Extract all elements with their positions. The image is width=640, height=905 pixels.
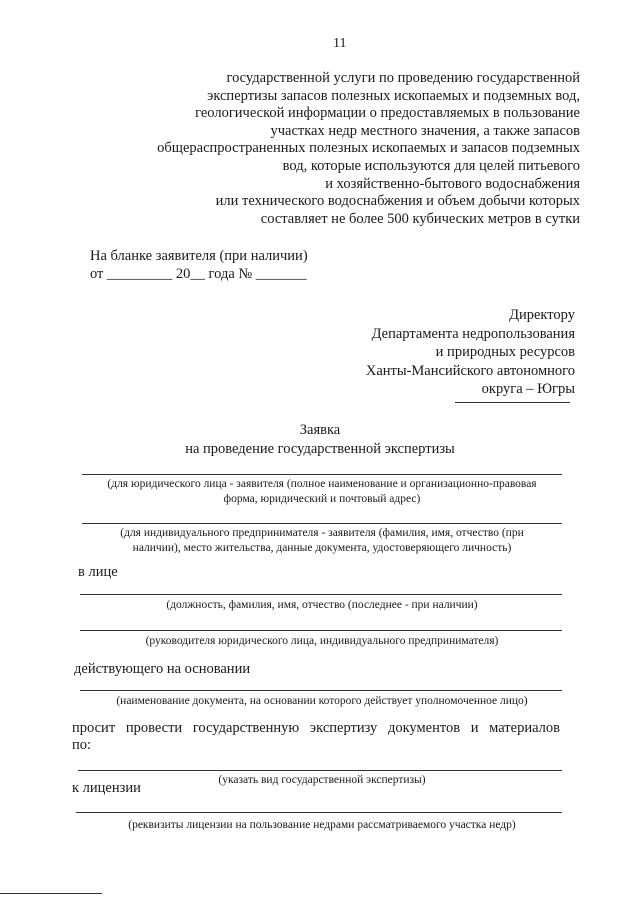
- form-title: Заявка: [299, 422, 341, 438]
- head-note: (руководителя юридического лица, индивидуального предпринимателя): [145, 635, 499, 647]
- legal-entity-note: (для юридического лица - заявителя (полное наименование и организационно-правовая: [107, 478, 537, 490]
- request-word: государственную: [192, 720, 300, 736]
- head-field-line: [80, 630, 562, 631]
- heading-line: участках недр местного значения, а также запасов: [270, 122, 580, 139]
- entrepreneur-note-cont: наличии), место жительства, данные документа, удостоверяющего личность): [132, 542, 512, 554]
- document-note: (наименование документа, на основании которого действует уполномоченное лицо): [116, 695, 528, 707]
- license-label: к лицензии: [72, 780, 141, 796]
- expertise-field-line: [78, 770, 562, 771]
- addressee-line: и природных ресурсов: [435, 344, 575, 360]
- acting-basis-label: действующего на основании: [74, 661, 251, 677]
- request-word: материалов: [489, 720, 560, 736]
- request-line-cont: по:: [72, 737, 92, 753]
- footnote-separator: [0, 893, 102, 894]
- regulation-heading: [130, 70, 580, 228]
- document-field-line: [80, 690, 562, 691]
- heading-line: составляет не более 500 кубических метров в сутки: [260, 210, 580, 227]
- request-word: провести: [125, 720, 183, 736]
- license-note: (реквизиты лицензии на пользование недрами рассматриваемого участка недр): [128, 819, 516, 831]
- request-word: и: [470, 720, 479, 736]
- request-line: [72, 720, 560, 737]
- request-word: просит: [72, 720, 116, 736]
- heading-line: вод, которые используются для целей питьевого: [282, 157, 580, 174]
- letterhead-note: На бланке заявителя (при наличии): [90, 248, 308, 264]
- heading-line: геологической информации о предоставляемых в пользование: [195, 105, 580, 122]
- heading-line: или технического водоснабжения и объем добычи которых: [215, 193, 580, 210]
- addressee-line: Директору: [509, 307, 575, 323]
- date-number-line: от _________ 20__ года № _______: [90, 266, 307, 282]
- request-word: экспертизу: [309, 720, 378, 736]
- addressee-line: округа – Югры: [481, 381, 575, 397]
- page-number: 11: [333, 36, 347, 51]
- position-field-line: [80, 594, 562, 595]
- entrepreneur-field-line: [82, 523, 562, 524]
- heading-line: государственной услуги по проведению государственной: [226, 70, 580, 86]
- position-note: (должность, фамилия, имя, отчество (последнее - при наличии): [166, 599, 478, 611]
- form-subtitle: на проведение государственной экспертизы: [185, 441, 455, 457]
- legal-entity-note-cont: форма, юридический и почтовый адрес): [223, 493, 421, 505]
- expertise-type-note: (указать вид государственной экспертизы): [218, 774, 426, 786]
- addressee-line: Ханты-Мансийского автономного: [365, 362, 575, 379]
- heading-line: и хозяйственно-бытового водоснабжения: [325, 175, 580, 192]
- request-word: документов: [387, 720, 461, 736]
- addressee-line: Департамента недропользования: [371, 325, 575, 342]
- signature-rule: [455, 402, 570, 403]
- license-field-line: [76, 812, 562, 813]
- addressee-block: [330, 306, 575, 399]
- applicant-field-line: [82, 474, 562, 475]
- heading-line: экспертизы запасов полезных ископаемых и подземных вод,: [207, 87, 580, 104]
- entrepreneur-note: (для индивидуального предпринимателя - заявителя (фамилия, имя, отчество (при: [120, 527, 524, 539]
- heading-line: общераспространенных полезных ископаемых и запасов подземных: [157, 140, 580, 157]
- in-person-label: в лице: [78, 564, 118, 580]
